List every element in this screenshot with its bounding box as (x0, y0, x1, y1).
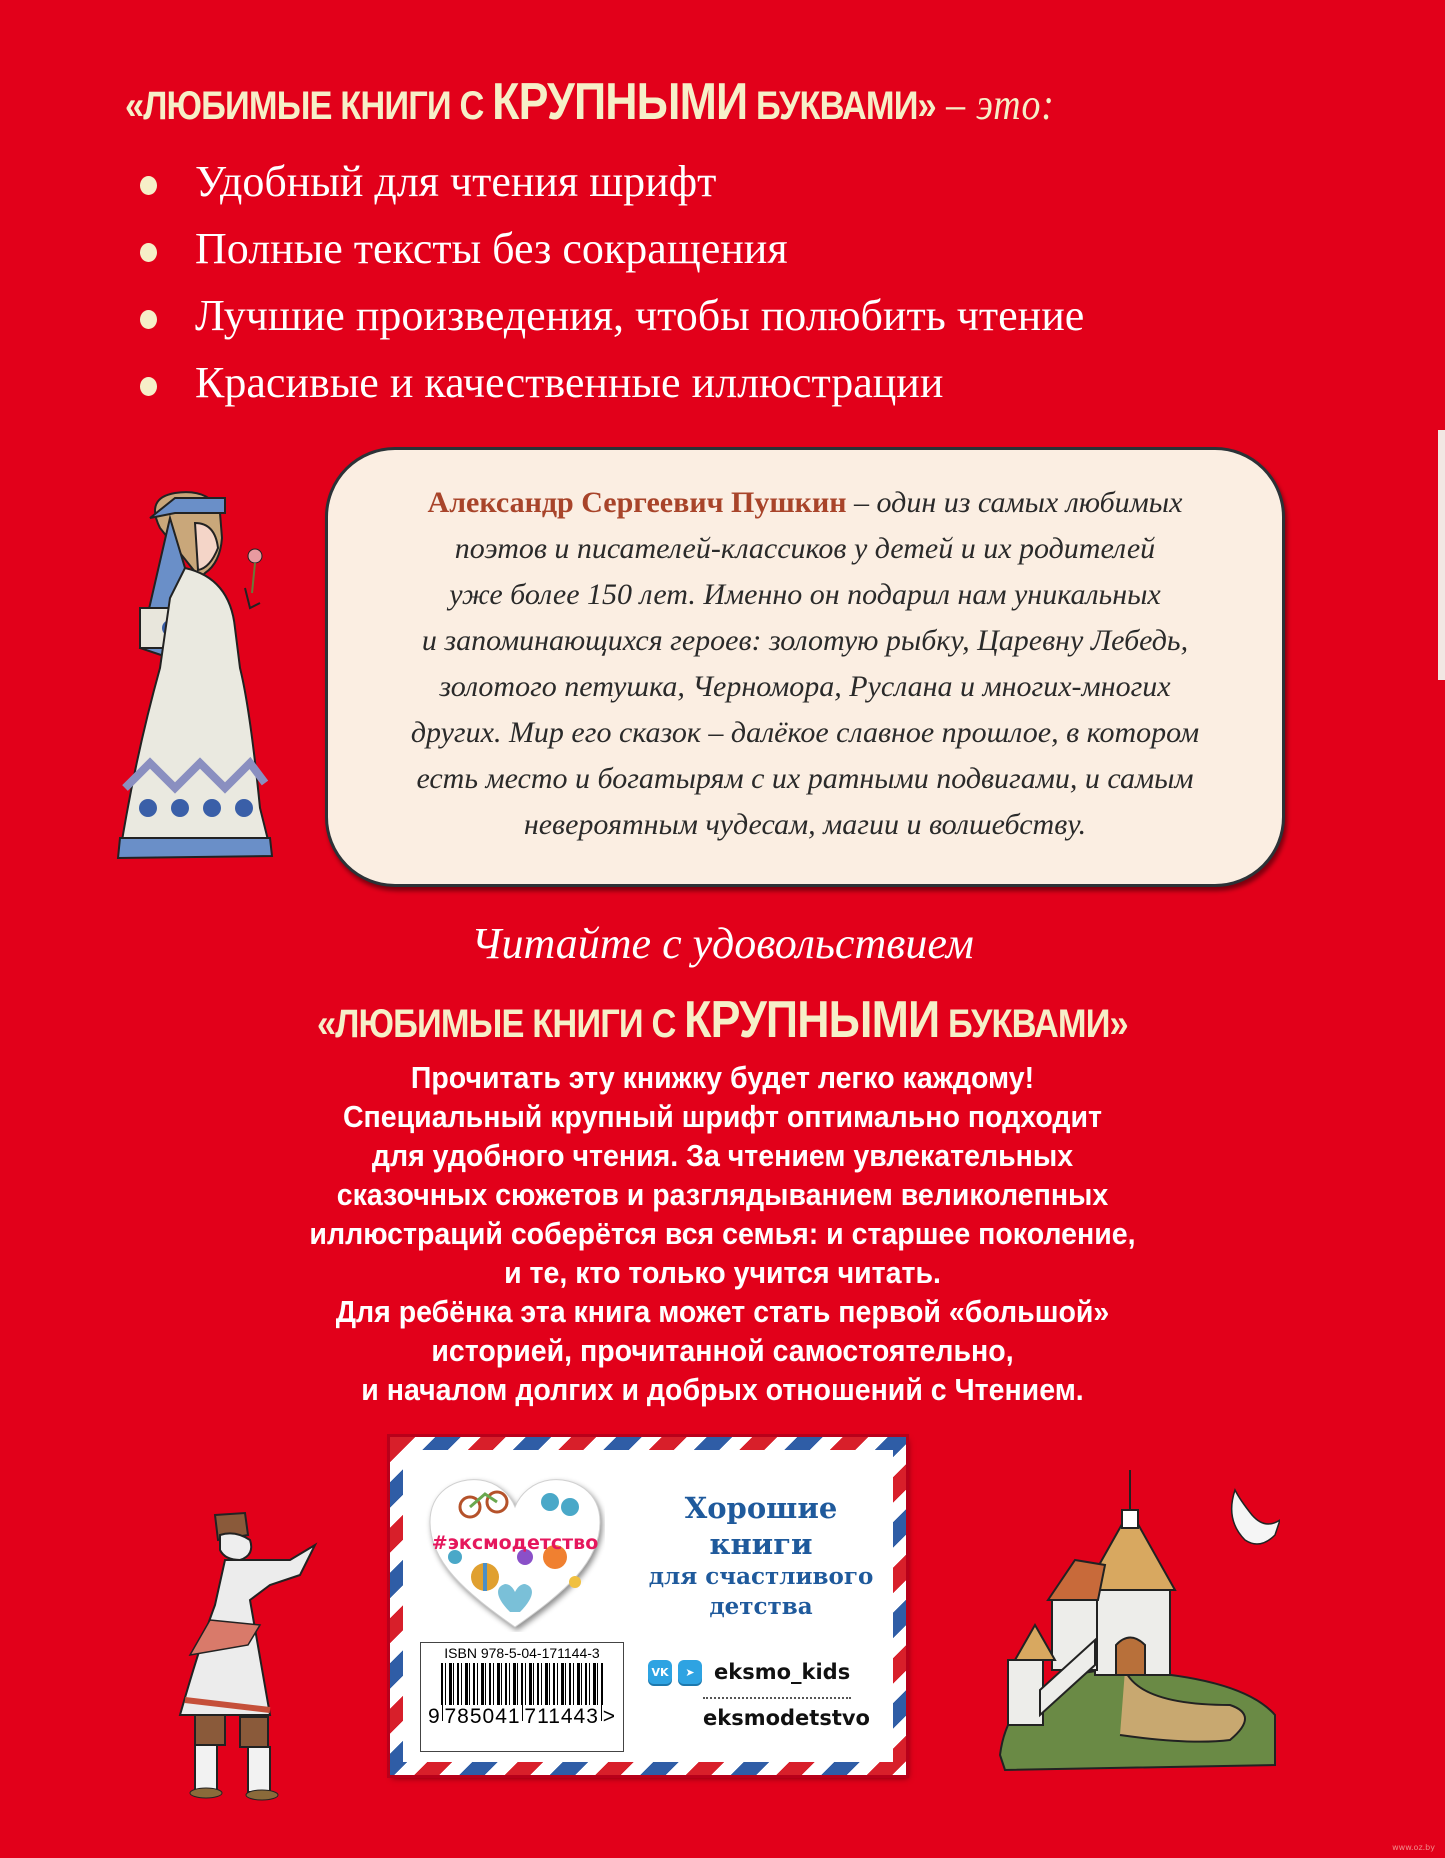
old-man-illustration (140, 1505, 320, 1805)
series-title-big: КРУПНЫМИ (684, 991, 940, 1049)
bio-line: других. Мир его сказок – далёкое славное прошлое, в котором (410, 716, 1200, 749)
adjacent-page-edge (1438, 430, 1445, 680)
series-title (125, 72, 1055, 132)
castle-illustration (990, 1465, 1280, 1775)
telegram-icon[interactable]: ➤ (678, 1660, 702, 1684)
series-title-suffix: – это: (935, 80, 1055, 129)
series-title-secondary (0, 990, 1445, 1050)
bio-line: есть место и богатырям с их ратными подвигами, и самым (416, 762, 1194, 795)
envelope-body (403, 1450, 893, 1762)
social-links (648, 1660, 850, 1684)
isbn-barcode-block (420, 1642, 624, 1752)
promo-paragraph (0, 1058, 1445, 1409)
feature-list (140, 148, 1084, 416)
bio-line: золотого петушка, Черномора, Руслана и многих-многих (439, 670, 1171, 703)
promo-line: Для ребёнка эта книга может стать первой «большой» (335, 1294, 1110, 1329)
series-title-close: БУКВАМИ» (939, 1002, 1128, 1046)
series-title-open: «ЛЮБИМЫЕ КНИГИ С (125, 84, 493, 128)
slogan-line: Хорошие (684, 1491, 838, 1525)
barcode-digit-group: 711443 (524, 1705, 599, 1728)
feature-item (140, 282, 1084, 349)
author-bio-box (325, 447, 1285, 887)
feature-item (140, 349, 1084, 416)
promo-line: иллюстраций соберётся вся семья: и старшее поколение, (309, 1216, 1136, 1251)
barcode-digit-group: 785041 (444, 1705, 521, 1728)
social-handle-eksmo-kids: eksmo_kids (714, 1660, 851, 1684)
promo-line: Специальный крупный шрифт оптимально подходит (342, 1099, 1103, 1134)
bullet-icon (140, 310, 157, 329)
vk-icon[interactable]: VK (648, 1660, 672, 1684)
slogan-line: детства (709, 1593, 813, 1620)
bio-line: и запоминающихся героев: золотую рыбку, Царевну Лебедь, (421, 624, 1189, 657)
feature-item (140, 148, 1084, 215)
watermark: www.oz.by (1392, 1843, 1435, 1852)
slogan-line: книги (709, 1527, 813, 1561)
promo-line: сказочных сюжетов и разглядыванием великолепных (336, 1177, 1109, 1212)
feature-text: Красивые и качественные иллюстрации (195, 358, 944, 407)
hashtag-label: #эксмодетство (431, 1532, 599, 1554)
feature-item (140, 215, 1084, 282)
promo-line: историей, прочитанной самостоятельно, (431, 1333, 1014, 1368)
bio-line: поэтов и писателей-классиков у детей и их родителей (454, 532, 1156, 565)
barcode (427, 1663, 617, 1728)
promo-line: Прочитать эту книжку будет легко каждому! (410, 1060, 1035, 1095)
social-handle-eksmodetstvo: eksmodetstvo (703, 1706, 870, 1730)
dotted-divider (703, 1697, 851, 1699)
promo-line: для удобного чтения. За чтением увлекательных (371, 1138, 1074, 1173)
bio-line (358, 480, 1252, 526)
isbn-number: ISBN 978-5-04-171144-3 (444, 1645, 600, 1661)
barcode-digit-group: 9 (428, 1705, 441, 1728)
read-with-heading: Читайте с удовольствием (471, 919, 974, 968)
series-title-big: КРУПНЫМИ (492, 73, 748, 131)
bullet-icon (140, 176, 157, 195)
series-title-open: «ЛЮБИМЫЕ КНИГИ С (317, 1002, 685, 1046)
feature-text: Лучшие произведения, чтобы полюбить чтение (195, 291, 1085, 340)
publisher-envelope (390, 1437, 906, 1775)
feature-text: Полные тексты без сокращения (195, 224, 788, 273)
bio-line: уже более 150 лет. Именно он подарил нам уникальных (449, 578, 1161, 611)
barcode-digits (427, 1705, 617, 1729)
publisher-slogan (631, 1490, 891, 1622)
promo-line: и началом долгих и добрых отношений с Чтением. (361, 1372, 1084, 1407)
series-title-close: БУКВАМИ» (747, 84, 936, 128)
feature-text: Удобный для чтения шрифт (195, 157, 717, 206)
bio-line: невероятным чудесам, магии и волшебству. (523, 808, 1087, 841)
bullet-icon (140, 377, 157, 396)
author-name: Александр Сергеевич Пушкин (427, 486, 847, 519)
slogan-line: для счастливого (648, 1563, 874, 1590)
eksmodetstvo-heart-logo (425, 1472, 605, 1632)
bullet-icon (140, 243, 157, 262)
barcode-digit-group: > (602, 1705, 616, 1728)
bio-text: – один из самых любимых (846, 486, 1183, 519)
promo-line: и те, кто только учится читать. (504, 1255, 941, 1290)
girl-illustration (100, 478, 300, 868)
